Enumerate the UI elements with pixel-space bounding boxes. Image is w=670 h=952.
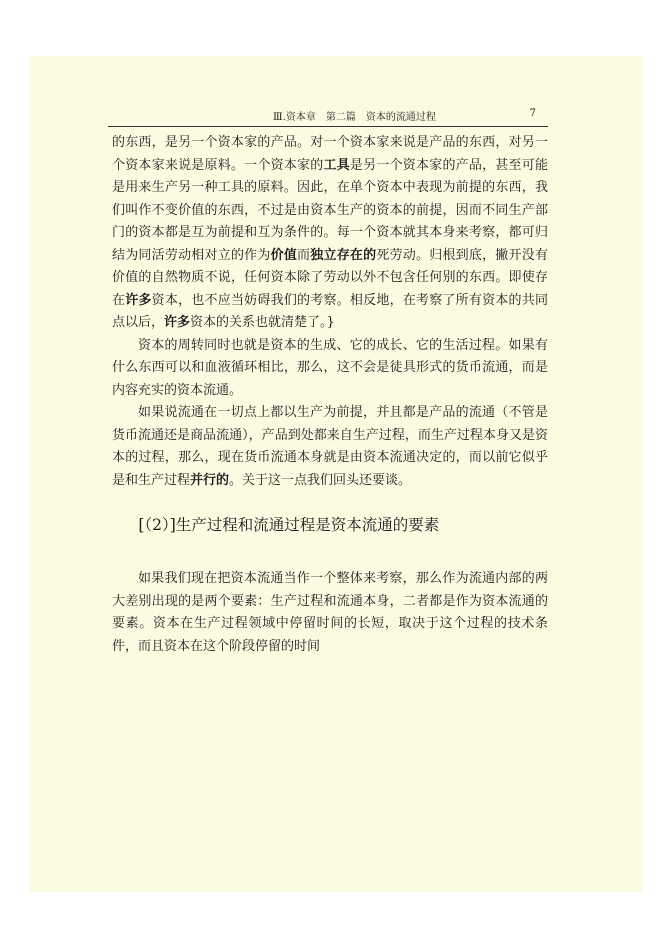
text-run: 资本的关系也就清楚了。}: [190, 315, 335, 330]
paragraph-group: [112, 132, 548, 492]
paragraph: [112, 402, 548, 492]
text-run: 的东西，是另一个资本家的产品。对一个资本家来说是产品的东西，对另一个资本家来说是原料。一个资本家的: [112, 135, 548, 173]
text-run: 死劳动。归根到底，撇开没有价值的自然物质不说，任何资本除了劳动以外不包含任何别的东西。即使存在: [112, 247, 548, 308]
text-run: 是另一个资本家的产品，甚至可能是用来生产另一种工具的原料。因此，在单个资本中表现为前提的东西，我们叫作不变价值的东西，不过是由资本生产的资本的前提，因而不同生产部门的资本都是互为前提和互为条件的。每一个资本就其本身来考察，都可归结为同活劳动相对立的作为: [112, 157, 548, 263]
text-run: 资本，也不应当妨碍我们的考察。相反地，在考察了所有资本的共同点以后，: [112, 292, 548, 330]
page-number: 7: [529, 108, 536, 119]
paragraph: 如果我们现在把资本流通当作一个整体来考察，那么作为流通内部的两大差别出现的是两个要素：生产过程和流通本身，二者都是作为资本流通的要素。资本在生产过程领域中停留时间的长短，取决于这个过程的技术条件，而且资本在这个阶段停留的时间: [112, 571, 548, 654]
emphasis-text: 许多: [164, 315, 191, 330]
body-text: [112, 132, 548, 658]
text-run: 。关于这一点我们回头还要谈。: [229, 472, 412, 488]
emphasis-text: 工具: [323, 157, 350, 173]
text-run: 如果说流通在一切点上都以生产为前提，并且都是产品的流通（不管是货币流通还是商品流通），产品到处都来自生产过程，而生产过程本身又是资本的过程，那么，现在货币流通本身就是由资本流通决定的，而以前它似乎是和生产过程: [112, 405, 548, 488]
running-title: Ⅲ.资本章 第二篇 资本的流通过程: [273, 112, 436, 123]
text-run: 而: [297, 247, 311, 263]
text-run: 资本的周转同时也就是资本的生成、它的成长、它的生活过程。如果有什么东西可以和血液循环相比，那么，这不会是徒具形式的货币流通，而是内容充实的资本流通。: [112, 337, 548, 398]
paragraph: [112, 132, 548, 335]
emphasis-text: 并行的: [190, 472, 230, 488]
section-heading: [（2）]生产过程和流通过程是资本流通的要素: [138, 516, 440, 534]
emphasis-text: 价值: [270, 247, 298, 263]
emphasis-text: 独立存在的: [310, 247, 377, 263]
paragraph: [112, 335, 548, 403]
emphasis-text: 许多: [125, 292, 152, 308]
running-header: [108, 104, 548, 127]
